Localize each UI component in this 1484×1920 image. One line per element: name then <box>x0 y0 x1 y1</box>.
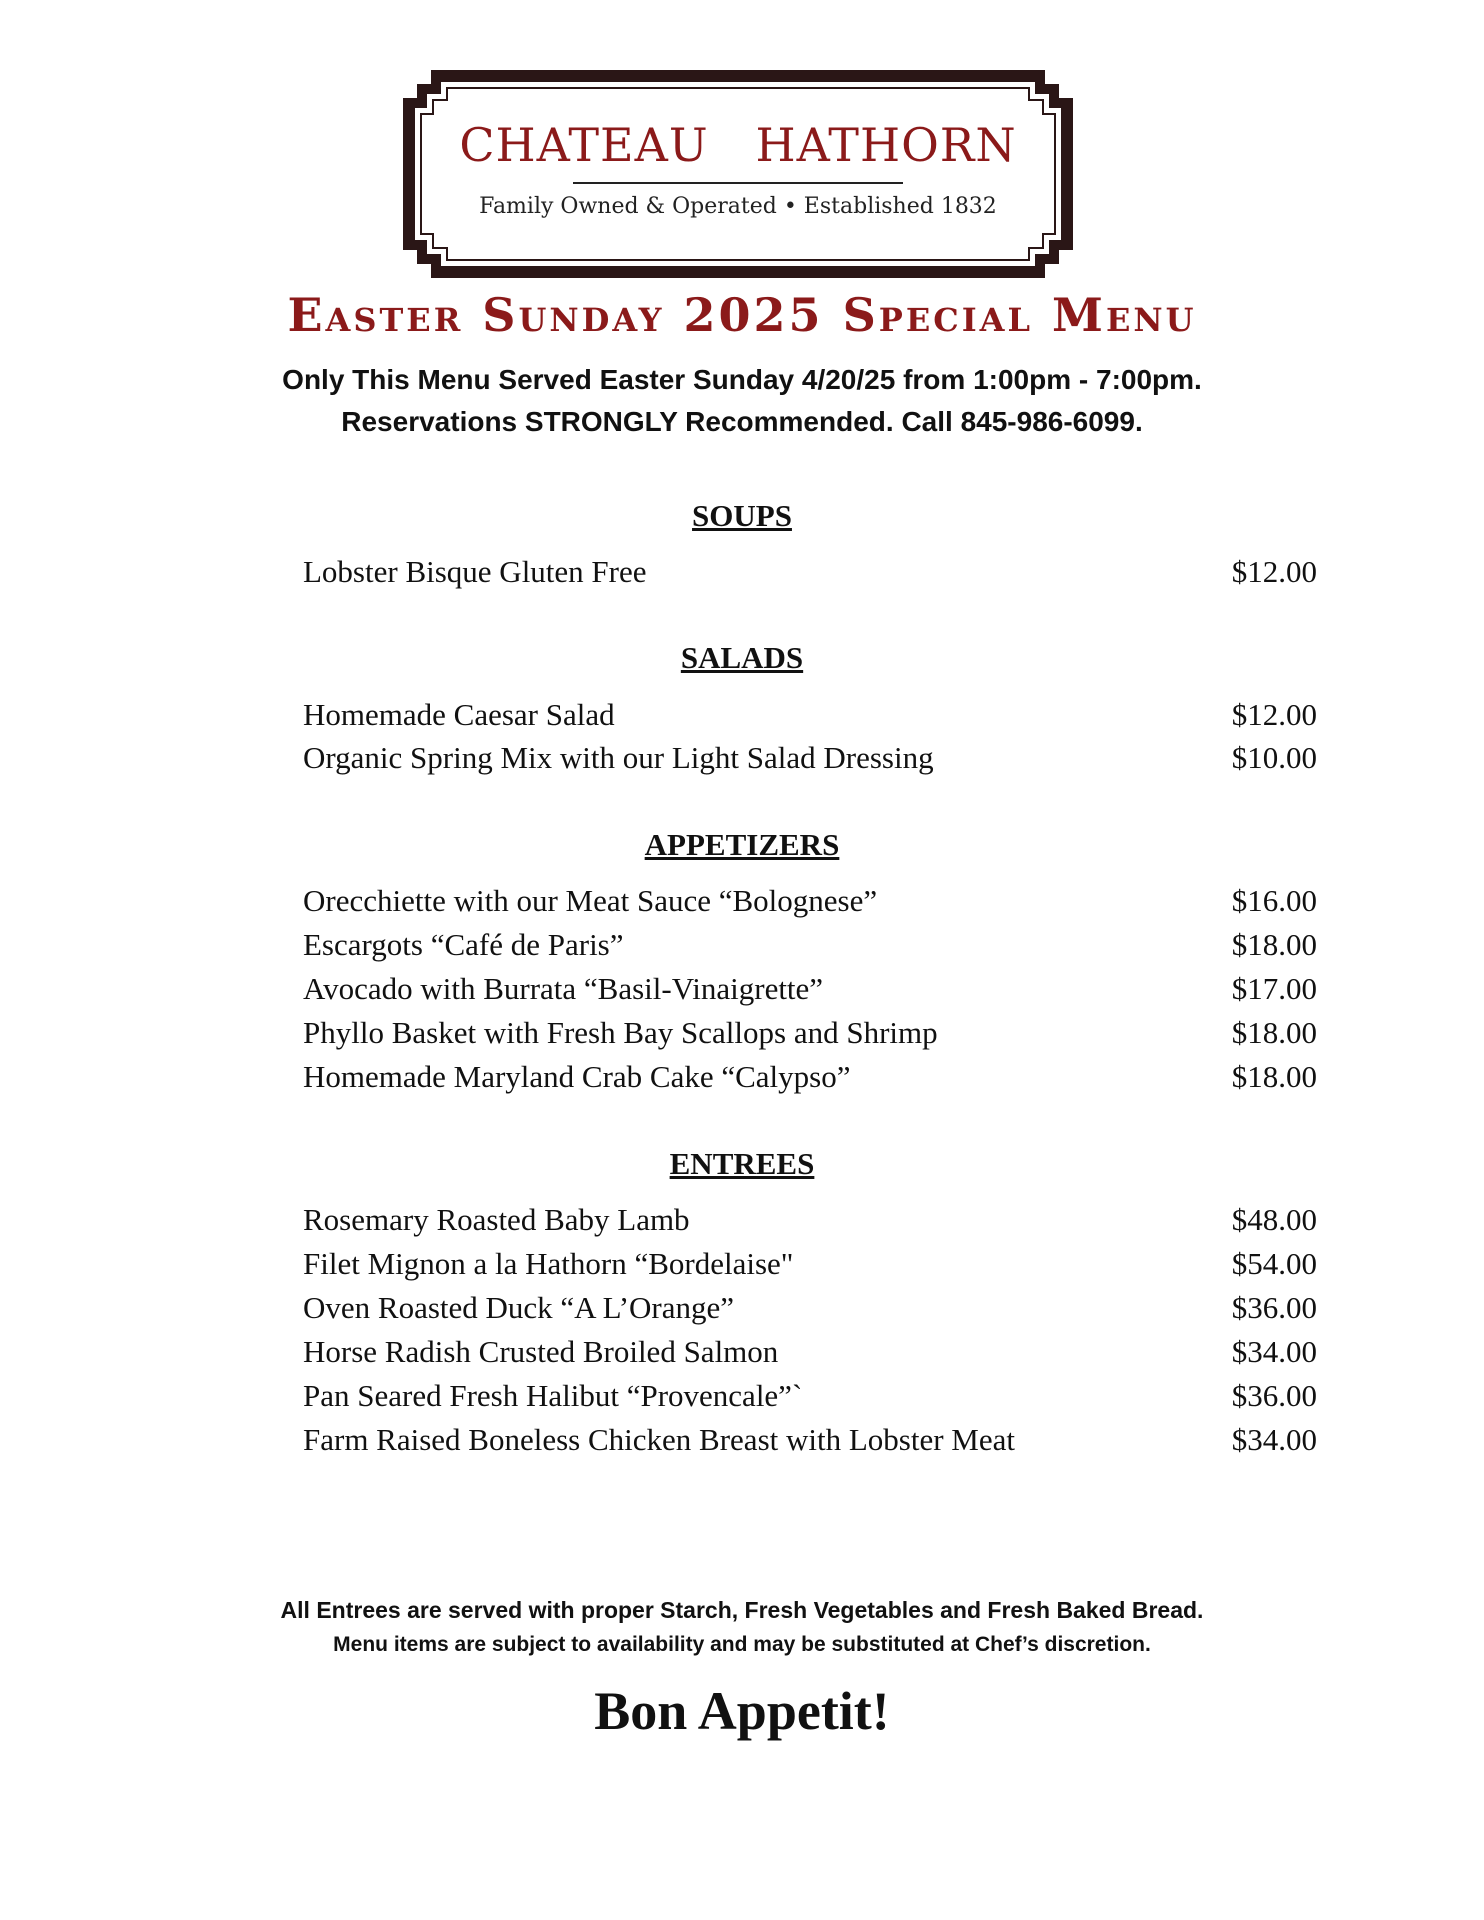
item-price: $17.00 <box>1231 971 1317 1006</box>
closing-message: Bon Appetit! <box>594 1681 890 1741</box>
item-price: $18.00 <box>1231 1059 1317 1094</box>
item-name: Rosemary Roasted Baby Lamb <box>303 1202 690 1237</box>
item-price: $10.00 <box>1231 740 1317 775</box>
menu-item <box>303 1378 1317 1418</box>
footer-note-availability: Menu items are subject to availability and may be substituted at Chef’s discretion. <box>333 1633 1151 1656</box>
menu-item <box>303 971 1317 1011</box>
service-notice: Only This Menu Served Easter Sunday 4/20/25 from 1:00pm - 7:00pm. <box>282 364 1202 395</box>
page-title: Easter Sunday 2025 Special Menu <box>287 288 1197 342</box>
item-price: $36.00 <box>1231 1378 1317 1413</box>
menu-item <box>303 883 1317 923</box>
item-price: $34.00 <box>1231 1334 1317 1369</box>
item-price: $16.00 <box>1231 883 1317 918</box>
menu-item <box>303 1334 1317 1374</box>
logo-name: CHATEAU HATHORN <box>459 118 1017 172</box>
menu-item <box>303 927 1317 967</box>
item-price: $54.00 <box>1231 1246 1317 1281</box>
section-heading-appetizers: APPETIZERS <box>644 827 840 862</box>
menu-item <box>303 1059 1317 1099</box>
item-name: Lobster Bisque Gluten Free <box>303 554 647 589</box>
item-name: Oven Roasted Duck “A L’Orange” <box>303 1290 735 1325</box>
menu-item <box>303 1246 1317 1286</box>
logo-divider <box>573 182 903 184</box>
item-price: $48.00 <box>1231 1202 1317 1237</box>
item-price: $12.00 <box>1231 554 1317 589</box>
section-heading-salads: SALADS <box>680 640 804 675</box>
item-name: Horse Radish Crusted Broiled Salmon <box>303 1334 779 1369</box>
item-name: Avocado with Burrata “Basil-Vinaigrette” <box>303 971 824 1006</box>
item-price: $12.00 <box>1231 697 1317 732</box>
item-price: $34.00 <box>1231 1422 1317 1457</box>
menu-item <box>303 1290 1317 1330</box>
item-name: Pan Seared Fresh Halibut “Provencale”` <box>303 1378 803 1413</box>
item-name: Phyllo Basket with Fresh Bay Scallops and Shrimp <box>303 1015 938 1050</box>
menu-item <box>303 1422 1317 1462</box>
item-price: $18.00 <box>1231 1015 1317 1050</box>
item-name: Organic Spring Mix with our Light Salad Dressing <box>303 740 934 775</box>
logo-tagline: Family Owned & Operated • Established 1832 <box>479 194 997 219</box>
logo-frame <box>403 70 1073 278</box>
item-name: Orecchiette with our Meat Sauce “Bolognese” <box>303 883 878 918</box>
menu-item <box>303 554 1317 594</box>
item-price: $18.00 <box>1231 927 1317 962</box>
menu-item <box>303 1015 1317 1055</box>
menu-item <box>303 697 1317 737</box>
item-name: Homemade Maryland Crab Cake “Calypso” <box>303 1059 851 1094</box>
logo <box>403 70 1073 278</box>
item-name: Homemade Caesar Salad <box>303 697 615 732</box>
footer-note-entrees: All Entrees are served with proper Starch, Fresh Vegetables and Fresh Baked Bread. <box>280 1597 1204 1623</box>
reservation-notice: Reservations STRONGLY Recommended. Call 845-986-6099. <box>341 406 1143 437</box>
section-heading-soups: SOUPS <box>692 498 792 533</box>
item-name: Escargots “Café de Paris” <box>303 927 624 962</box>
section-heading-entrees: ENTREES <box>669 1146 815 1181</box>
item-name: Filet Mignon a la Hathorn “Bordelaise" <box>303 1246 794 1281</box>
menu-item <box>303 740 1317 780</box>
menu-item <box>303 1202 1317 1242</box>
item-name: Farm Raised Boneless Chicken Breast with Lobster Meat <box>303 1422 1016 1457</box>
item-price: $36.00 <box>1231 1290 1317 1325</box>
